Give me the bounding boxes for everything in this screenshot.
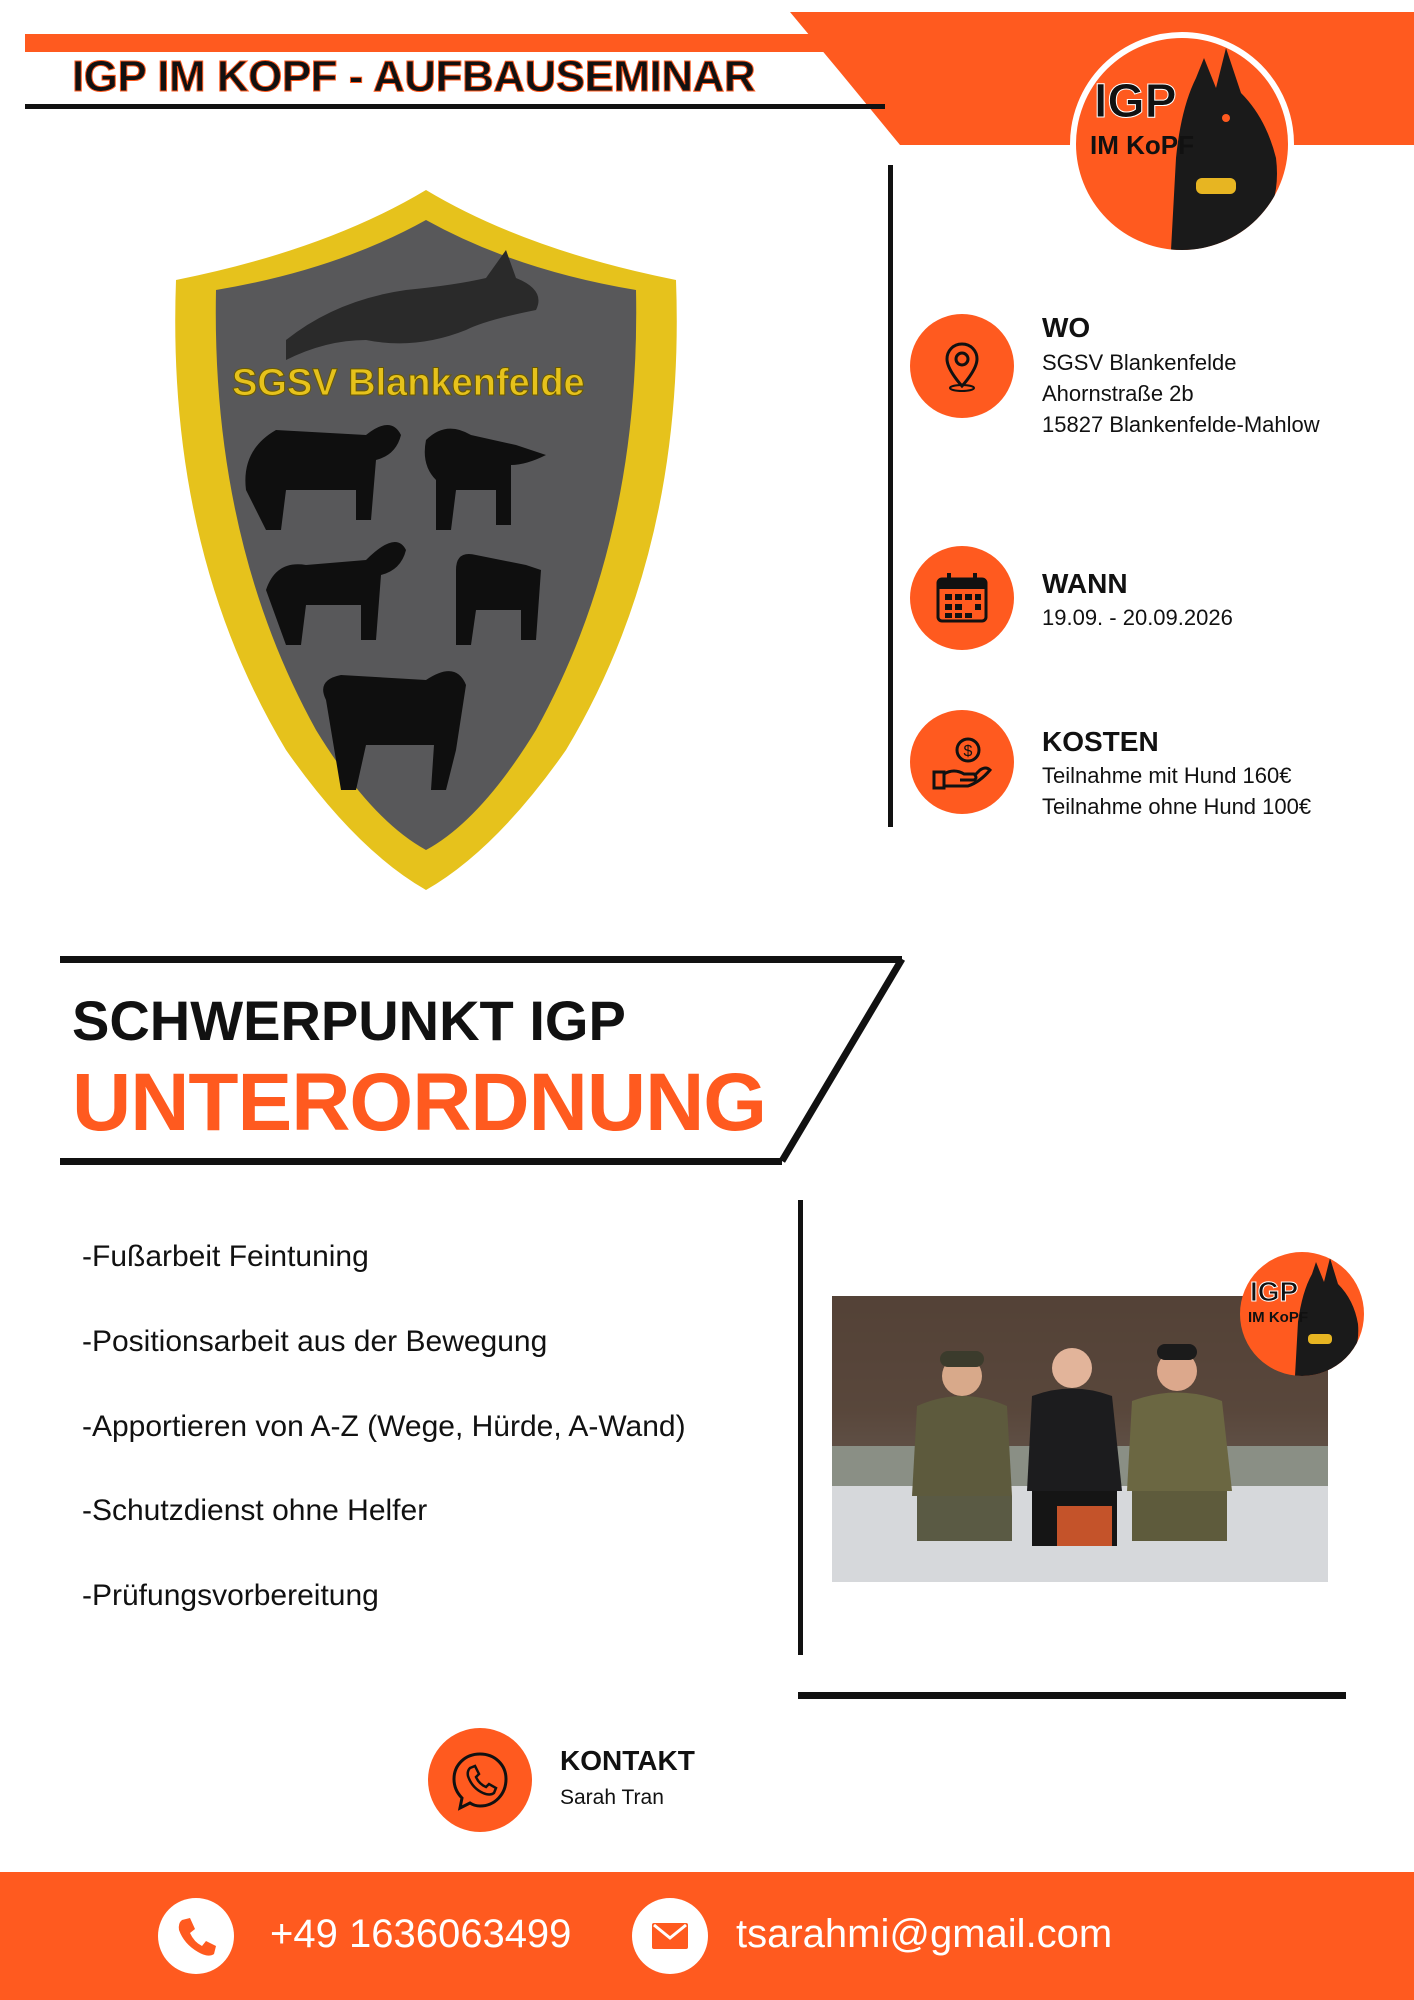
address-line-2: Ahornstraße 2b xyxy=(1042,381,1194,406)
brand-logo xyxy=(1070,32,1294,256)
list-item: -Prüfungsvorbereitung xyxy=(82,1579,379,1612)
shield-label: SGSV Blankenfelde xyxy=(232,362,585,404)
contact-title: KONTAKT xyxy=(560,1745,695,1776)
list-item: -Apportieren von A-Z (Wege, Hürde, A-Wand) xyxy=(82,1410,686,1443)
when-date: 19.09. - 20.09.2026 xyxy=(1042,605,1233,630)
page-title: IGP IM KOPF - AUFBAUSEMINAR xyxy=(72,52,756,101)
calendar-icon xyxy=(933,569,991,627)
list-divider xyxy=(798,1200,803,1655)
footer-phone[interactable]: +49 1636063499 xyxy=(270,1912,572,1956)
cost-title: KOSTEN xyxy=(1042,726,1159,757)
money-hand-icon xyxy=(930,732,994,792)
list-item: -Positionsarbeit aus der Bewegung xyxy=(82,1325,548,1358)
photo-underline xyxy=(798,1692,1346,1699)
cost-icon-badge xyxy=(910,710,1014,814)
list-item: -Fußarbeit Feintuning xyxy=(82,1240,369,1273)
address-line-3: 15827 Blankenfelde-Mahlow xyxy=(1042,412,1320,437)
focus-subtitle: SCHWERPUNKT IGP xyxy=(72,989,626,1052)
logo-text-igp: IGP xyxy=(1250,1276,1299,1307)
phone-icon-badge xyxy=(158,1898,234,1974)
brand-logo-small xyxy=(1240,1252,1364,1376)
when-icon-badge xyxy=(910,546,1014,650)
svg-text:$: $ xyxy=(963,743,973,760)
mail-icon xyxy=(648,1914,692,1958)
location-pin-icon xyxy=(934,338,990,394)
contact-icon-badge xyxy=(428,1728,532,1832)
header-accent-strip xyxy=(25,34,885,52)
where-title: WO xyxy=(1042,312,1091,343)
phone-bubble-icon xyxy=(448,1748,512,1812)
info-divider xyxy=(888,165,893,827)
address-line-1: SGSV Blankenfelde xyxy=(1042,350,1237,375)
cost-with-dog: Teilnahme mit Hund 160€ xyxy=(1042,763,1292,788)
when-title: WANN xyxy=(1042,568,1128,599)
cost-details xyxy=(1042,760,1311,822)
logo-text-imkopf: IM KoPF xyxy=(1248,1309,1308,1326)
cost-without-dog: Teilnahme ohne Hund 100€ xyxy=(1042,794,1312,819)
logo-text-igp: IGP xyxy=(1094,75,1177,128)
where-address xyxy=(1042,347,1320,440)
where-icon-badge xyxy=(910,314,1014,418)
focus-frame-bottom xyxy=(60,1158,782,1165)
footer-email[interactable]: tsarahmi@gmail.com xyxy=(736,1912,1113,1956)
focus-frame-diagonal xyxy=(770,956,906,1166)
focus-title: UNTERORDNUNG xyxy=(72,1057,767,1148)
header-underline xyxy=(25,104,885,109)
phone-icon xyxy=(174,1914,218,1958)
list-item: -Schutzdienst ohne Helfer xyxy=(82,1494,428,1527)
mail-icon-badge xyxy=(632,1898,708,1974)
contact-name: Sarah Tran xyxy=(560,1786,664,1809)
logo-text-imkopf: IM KoPF xyxy=(1090,130,1194,160)
club-shield-logo xyxy=(166,190,686,890)
